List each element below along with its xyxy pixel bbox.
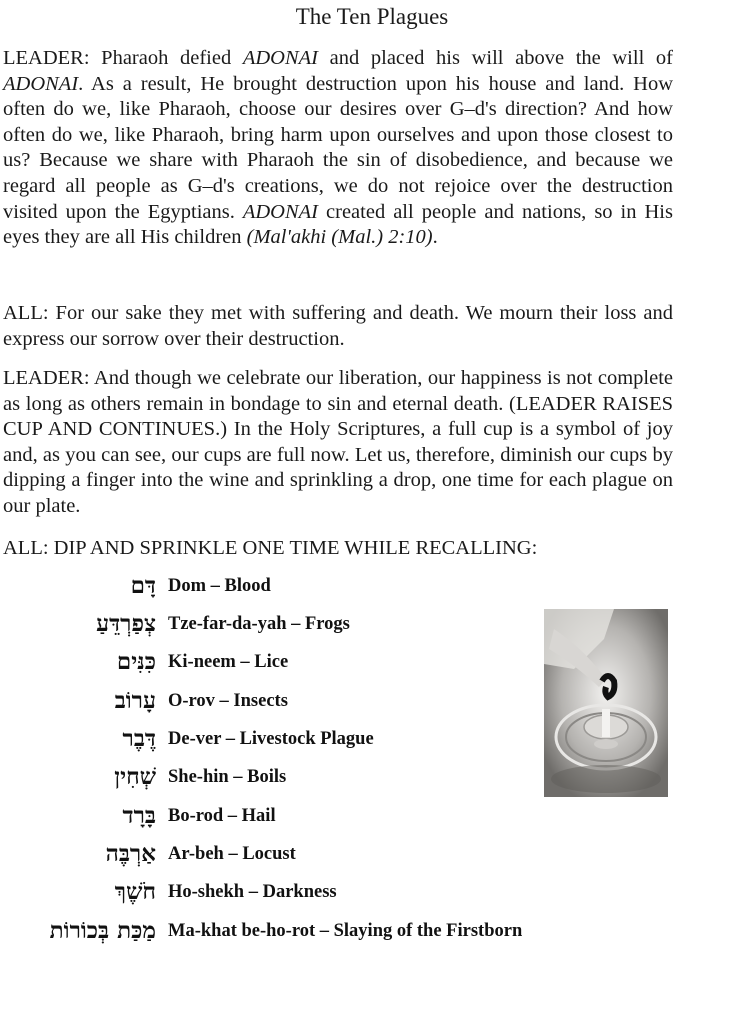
leader-paragraph-2: LEADER: And though we celebrate our liberation, our happiness is not complete as long as others remain in bondage to sin and eternal death. (LEADER RAISES CUP AND CONTINUES.) In the Holy Scriptures, a full cup is a symbol of joy and, as you can see, our cups are full now. Let us, therefore, diminish our cups by dipping a finger into the wine and sprinkling a drop, one time for each plague on our plate.: [3, 367, 673, 517]
all-instruction: ALL: DIP AND SPRINKLE ONE TIME WHILE RECALLING:: [3, 537, 538, 559]
plague-hebrew: מַכַּת בְּכוֹרוֹת: [49, 917, 156, 944]
plague-hebrew: צְפַרְדֵּעַ: [96, 610, 156, 637]
plague-translit: De-ver – Livestock Plague: [168, 729, 374, 749]
plague-item: [0, 878, 600, 916]
plague-hebrew: דָּם: [130, 572, 156, 599]
plague-item: [0, 572, 600, 610]
plague-translit: Tze-far-da-yah – Frogs: [168, 614, 350, 634]
plague-translit: Ar-beh – Locust: [168, 844, 296, 864]
wine-cup-photo: [544, 609, 668, 797]
plague-item: [0, 802, 600, 840]
plague-translit: Bo-rod – Hail: [168, 806, 276, 826]
plague-item: [0, 840, 600, 878]
plague-item: [0, 648, 600, 686]
plague-translit: Ki-neem – Lice: [168, 652, 289, 672]
leader-paragraph-1: LEADER: Pharaoh defied ADONAI and placed his will above the will of ADONAI. As a result, He brought destruction upon his house and land. How often do we, like Pharaoh, choose our desires over G–d's direction? And how often do we, like Pharaoh, bring harm upon ourselves and upon those closest to us? Because we share with Pharaoh the sin of disobedience, and because we regard all people as G–d's creations, we do not rejoice over the destruction visited upon the Egyptians. ADONAI created all people and nations, so in His eyes they are all His children (Mal'akhi (Mal.) 2:10).: [3, 47, 673, 249]
plague-translit: Dom – Blood: [168, 576, 271, 596]
plague-item: [0, 610, 600, 648]
plague-hebrew: בָּרָד: [122, 802, 156, 829]
wine-cup-icon: [544, 609, 668, 797]
plague-hebrew: שְׁחִין: [114, 763, 156, 790]
plague-item: [0, 687, 600, 725]
plague-hebrew: עָרוֹב: [114, 687, 156, 714]
plague-translit: Ma-khat be-ho-rot – Slaying of the Firstborn: [168, 921, 523, 941]
plague-translit: She-hin – Boils: [168, 767, 287, 787]
plague-item: [0, 917, 600, 955]
all-paragraph-1: ALL: For our sake they met with suffering and death. We mourn their loss and express our sorrow over their destruction.: [3, 302, 673, 350]
plague-hebrew: דֶּבֶר: [122, 725, 156, 752]
page-title: The Ten Plagues: [295, 4, 449, 29]
plague-translit: O-rov – Insects: [168, 691, 288, 711]
plague-item: [0, 763, 600, 801]
plague-hebrew: כִּנִּים: [116, 648, 156, 675]
plague-item: [0, 725, 600, 763]
plague-translit: Ho-shekh – Darkness: [168, 882, 337, 902]
scripture-reference: (Mal'akhi (Mal.) 2:10): [246, 226, 433, 249]
plague-hebrew: אַרְבֶּה: [105, 840, 156, 867]
plague-hebrew: חֹשֶׁךְ: [114, 878, 156, 905]
